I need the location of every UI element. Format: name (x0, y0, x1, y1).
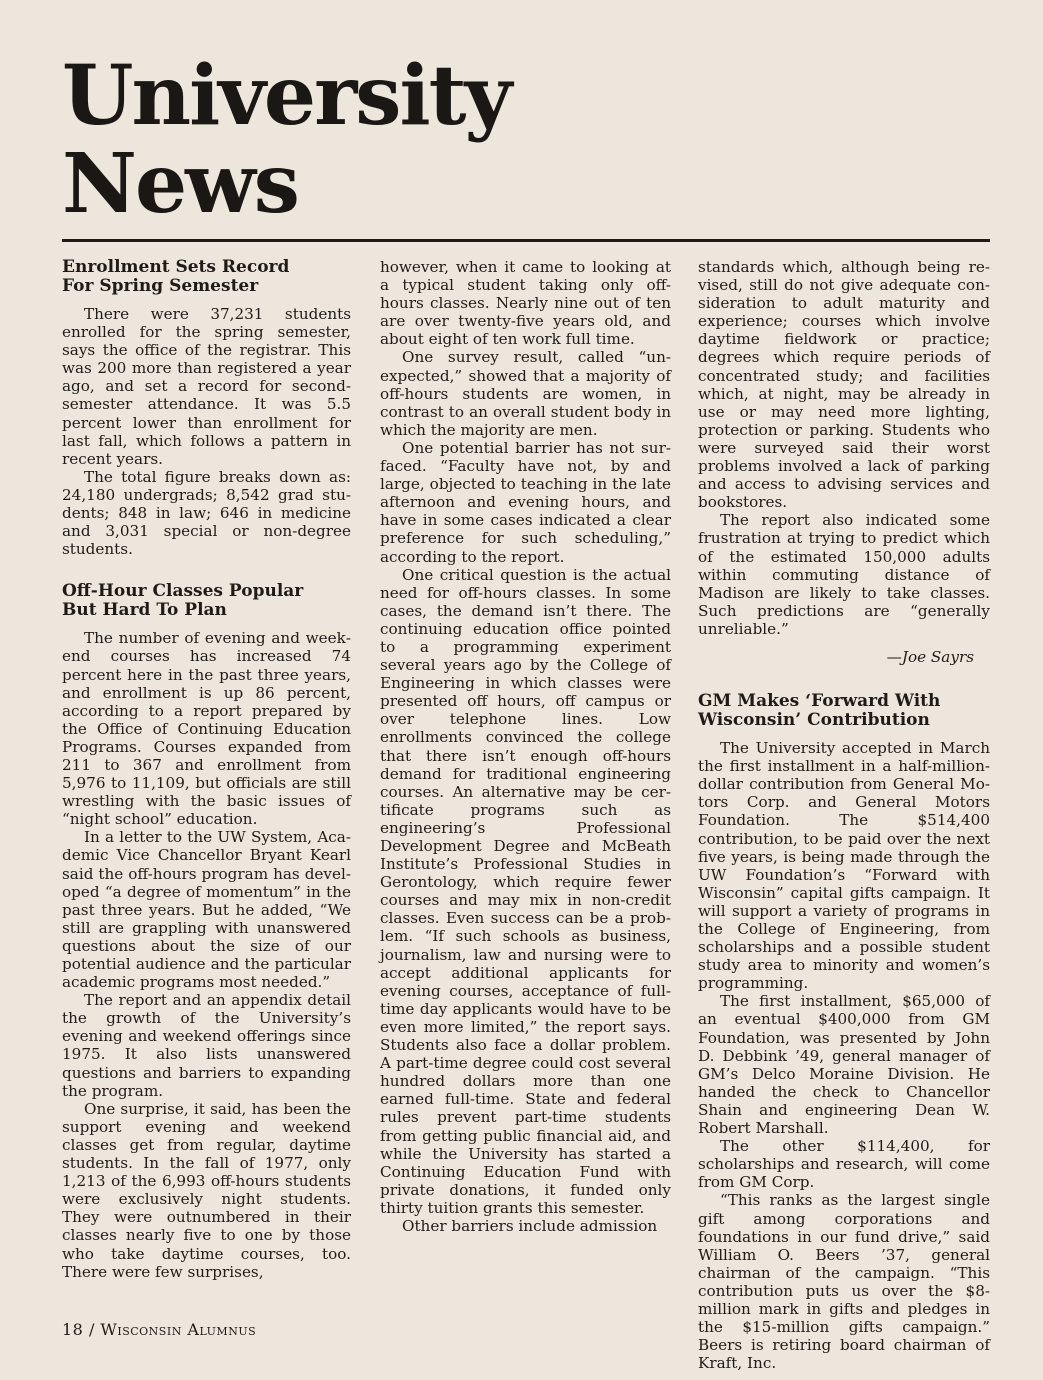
page-number: 18 / (62, 1320, 101, 1339)
offhour-paragraph: however, when it came to looking at a typical student taking only off-hours classes. Nearly nine out of ten are over twenty-five years old, and about eight of ten work full time. (380, 258, 671, 349)
masthead-line-1: University (62, 48, 511, 144)
offhour-paragraph: One critical question is the actual need for off-hours classes. In some cases, the demand isn’t there. The continuing education office pointed to a programming experiment several years ago by the College of Engineering in which classes were presented off hours, off campus or over telephone lines. Low enrollments convinced the college that there isn’t enough off-hours demand for traditional engineering courses. An alternative may be certificate programs such as engineering’s Professional Development Degree and McBeath Institute’s Professional Studies in Gerontology, which require fewer courses and may mix in non-credit classes. Even success can be a problem. “If such schools as business, journalism, law and nursing were to accept additional applicants for evening courses, acceptance of full-time day applicants would have to be even more limited,” the report says. Students also face a dollar problem. A part-time degree could cost several hundred dollars more than one earned full-time. State and federal rules prevent part-time students from getting public financial aid, and while the University has started a Continuing Education Fund with private donations, it funded only thirty tuition grants this semester. (380, 565, 671, 1217)
gm-paragraph: “This ranks as the largest single gift among corporations and foundations in our fund drive,” said William O. Beers ’37, general chairman of the campaign. “This contribution puts us over the $8-million mark in gifts and pledges in the $15-million gifts campaign.” Beers is retiring board chairman of Kraft, Inc. (698, 1191, 990, 1373)
offhour-paragraph: One survey result, called “unexpected,” showed that a majority of off-hours students are women, in contrast to an overall student body in which the majority are men. (380, 348, 671, 439)
column-1 (62, 258, 351, 1281)
gm-paragraph: The University accepted in March the first installment in a half-million-dollar contribution from General Motors Corp. and General Motors Foundation. The $514,400 contribution, to be paid over the next five years, is being made through the UW Foundation’s “Forward with Wisconsin” capital gifts campaign. It will support a variety of programs in the College of Engineering, from scholarships and a possible student study area to minority and women’s programming. (698, 739, 990, 993)
offhour-paragraph: Other barriers include admission (402, 1216, 658, 1235)
offhour-paragraph: The report and an appendix detail the growth of the University’s evening and weekend offerings since 1975. It also lists unanswered questions and barriers to expanding the program. (62, 991, 351, 1100)
gm-paragraph: The other $114,400, for scholarships and research, will come from GM Corp. (698, 1137, 990, 1192)
offhour-paragraph: One potential barrier has not surfaced. “Faculty have not, by and large, objected to teaching in the late afternoon and evening hours, and have in some cases indicated a clear preference for such scheduling,” according to the report. (380, 438, 671, 566)
publication-name: Wisconsin Alumnus (100, 1320, 257, 1339)
column-2 (380, 258, 671, 1235)
offhour-byline: —Joe Sayrs (886, 647, 974, 666)
enrollment-headline: Enrollment Sets Record For Spring Semester (62, 257, 290, 296)
offhour-paragraph: In a letter to the UW System, Academic Vice Chancellor Bryant Kearl said the off-hours program has developed “a degree of momentum” in the past three years. But he added, “We still are grappling with unanswered questions about the size of our potential audience and the particular academic programs most needed.” (62, 828, 351, 992)
gm-paragraph: The first installment, $65,000 of an eventual $400,000 from GM Foundation, was presented by John D. Debbink ’49, general manager of GM’s Delco Moraine Division. He handed the check to Chancellor Shain and engineering Dean W. Robert Marshall. (698, 992, 990, 1138)
enrollment-paragraph: The total figure breaks down as: 24,180 undergrads; 8,542 grad students; 848 in law; 646 in medicine and 3,031 special or non-degree students. (62, 467, 351, 559)
page-footer (62, 1320, 256, 1339)
offhour-paragraph: The report also indicated some frustration at trying to predict which of the estimated 150,000 adults within commuting distance of Madison are likely to take classes. Such predictions are “generally unreliable.” (698, 511, 990, 638)
offhour-headline: Off-Hour Classes Popular But Hard To Plan (62, 581, 304, 621)
column-3 (698, 258, 990, 1372)
masthead-line-2: News (62, 136, 298, 232)
offhour-paragraph: standards which, although being revised, still do not give adequate consideration to adult maturity and experience; courses which involve daytime fieldwork or practice; degrees which require periods of concentrated study; and facilities which, at night, may be already in use or may need more lighting, protection or parking. Students who were surveyed said their worst problems involved a lack of parking and access to advising services and bookstores. (698, 258, 990, 512)
masthead-title (62, 48, 511, 232)
offhour-paragraph: One surprise, it said, has been the support evening and weekend classes get from regular, daytime students. In the fall of 1977, only 1,213 of the 6,993 off-hours students were exclusively night students. They were outnumbered in their classes nearly five to one by those who take daytime courses, too. There were few surprises, (62, 1099, 351, 1281)
enrollment-paragraph: There were 37,231 students enrolled for the spring semester, says the office of the registrar. This was 200 more than registered a year ago, and set a record for second-semester attendance. It was 5.5 percent lower than enrollment for last fall, which follows a pattern in recent years. (62, 305, 351, 468)
offhour-paragraph: The number of evening and weekend courses has increased 74 percent here in the past three years, and enrollment is up 86 percent, according to a report prepared by the Office of Continuing Education Programs. Courses expanded from 211 to 367 and enrollment from 5,976 to 11,109, but officials are still wrestling with the basic issues of “night school” education. (62, 629, 351, 829)
masthead-rule (62, 239, 990, 242)
gm-headline: GM Makes ‘Forward With Wisconsin’ Contribution (698, 691, 941, 731)
